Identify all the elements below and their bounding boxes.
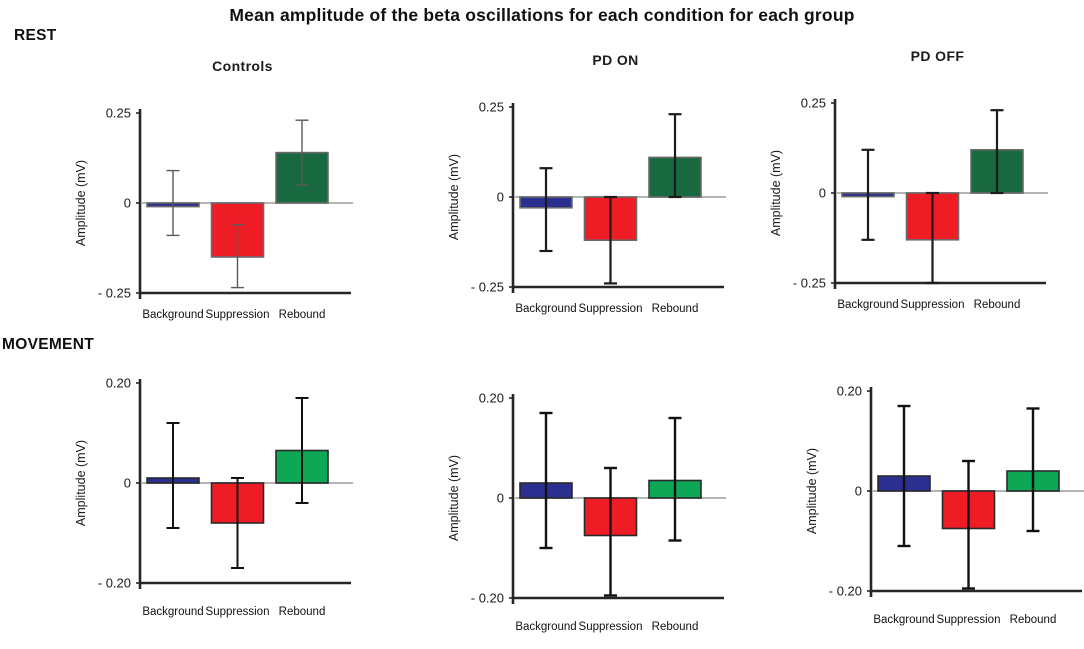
category-label: Suppression	[900, 299, 965, 311]
category-label: Background	[515, 303, 577, 315]
y-tick-label: - 0.25	[97, 285, 131, 301]
category-label: Background	[873, 614, 935, 626]
chart-rest-pd-off	[750, 48, 1060, 336]
category-label: Suppression	[205, 606, 270, 618]
y-tick-label: 0.25	[800, 95, 826, 111]
category-label: Rebound	[651, 621, 699, 633]
y-axis-label: Amplitude (mV)	[805, 447, 819, 535]
y-tick-label: - 0.20	[470, 590, 504, 606]
y-tick-label: 0	[854, 483, 862, 499]
y-axis-label: Amplitude (mV)	[74, 439, 88, 527]
y-tick-label: - 0.25	[792, 275, 826, 291]
category-label: Rebound	[651, 303, 699, 315]
y-tick-label: 0	[496, 189, 504, 205]
category-label: Rebound	[973, 299, 1021, 311]
category-label: Rebound	[1009, 614, 1057, 626]
chart-title-pd-off: PD OFF	[910, 48, 965, 64]
row-label-rest: REST	[14, 27, 57, 44]
chart-title-pd-on: PD ON	[592, 52, 639, 68]
y-axis-label: Amplitude (mV)	[74, 159, 88, 247]
y-axis-label: Amplitude (mV)	[447, 454, 461, 542]
y-tick-label: - 0.25	[470, 279, 504, 295]
category-label: Background	[142, 309, 204, 321]
y-tick-label: 0	[496, 490, 504, 506]
chart-movement-pd-off	[786, 378, 1084, 636]
category-label: Suppression	[578, 303, 643, 315]
chart-svg-movement-pd-off	[786, 378, 1084, 636]
category-label: Suppression	[578, 621, 643, 633]
y-axis-label: Amplitude (mV)	[769, 149, 783, 237]
row-label-movement: MOVEMENT	[2, 336, 94, 353]
y-tick-label: - 0.20	[828, 583, 862, 599]
figure-title: Mean amplitude of the beta oscillations for each condition for each group	[229, 5, 855, 25]
category-label: Suppression	[936, 614, 1001, 626]
y-tick-label: 0	[123, 475, 131, 491]
chart-svg-rest-controls	[55, 88, 365, 346]
y-axis-label: Amplitude (mV)	[447, 153, 461, 241]
category-label: Background	[515, 621, 577, 633]
y-tick-label: 0	[123, 195, 131, 211]
chart-svg-movement-pd-on	[428, 385, 738, 643]
y-tick-label: 0.20	[105, 375, 131, 391]
chart-rest-pd-on	[428, 52, 738, 340]
category-label: Background	[142, 606, 204, 618]
y-tick-label: 0.20	[836, 383, 862, 399]
y-tick-label: 0.20	[478, 390, 504, 406]
category-label: Background	[837, 299, 899, 311]
chart-movement-controls	[55, 370, 365, 628]
y-tick-label: - 0.20	[97, 575, 131, 591]
chart-svg-rest-pd-on	[428, 82, 738, 340]
category-label: Rebound	[278, 606, 326, 618]
category-label: Suppression	[205, 309, 270, 321]
chart-movement-pd-on	[428, 385, 738, 643]
chart-svg-rest-pd-off	[750, 78, 1060, 336]
y-tick-label: 0	[818, 185, 826, 201]
chart-rest-controls	[55, 58, 365, 346]
chart-svg-movement-controls	[55, 370, 365, 628]
chart-title-controls: Controls	[212, 58, 273, 74]
y-tick-label: 0.25	[478, 99, 504, 115]
category-label: Rebound	[278, 309, 326, 321]
y-tick-label: 0.25	[105, 105, 131, 121]
